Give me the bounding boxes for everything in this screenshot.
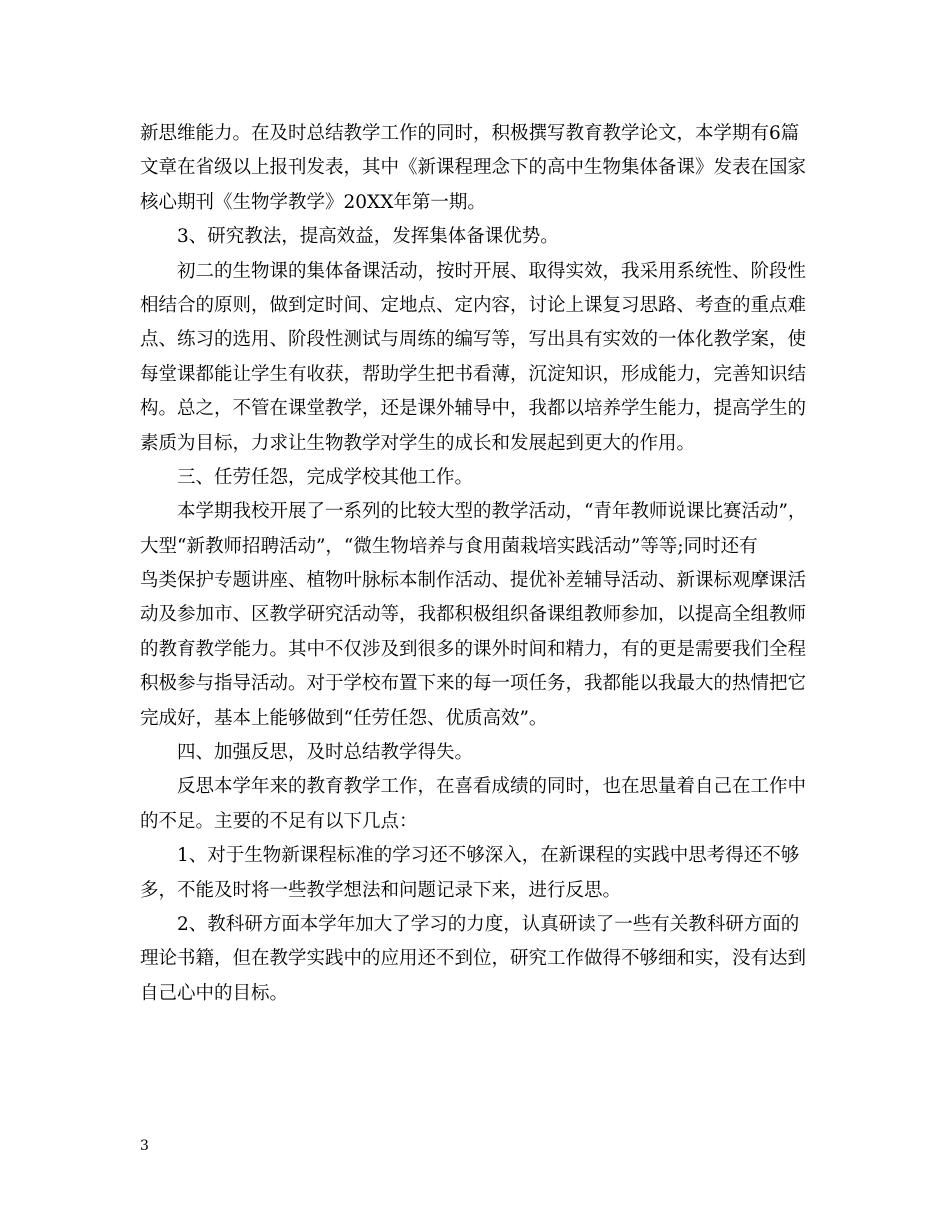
- section-heading: 3、研究教法，提高效益，发挥集体备课优势。: [177, 226, 559, 248]
- text-line: 的不足。主要的不足有以下几点：: [140, 810, 418, 832]
- paragraph-start: 初二的生物课的集体备课活动，按时开展、取得实效，我采用系统性、阶段性: [177, 260, 807, 282]
- section-heading: 四、加强反思，及时总结教学得失。: [177, 742, 474, 764]
- text-line: 自己心中的目标。: [140, 982, 289, 1004]
- text-line: 完成好，基本上能够做到“任劳任怨、优质高效”。: [140, 707, 548, 729]
- text-line: 理论书籍，但在教学实践中的应用还不到位，研究工作做得不够细和实，没有达到: [140, 948, 807, 970]
- text-line: 大型“新教师招聘活动”，“微生物培养与食用菌栽培实践活动”等等;同时还有: [140, 535, 758, 557]
- text-line: 点、练习的选用、阶段性测试与周练的编写等，写出具有实效的一体化教学案，使: [140, 329, 807, 351]
- page-number: 3: [140, 1138, 149, 1154]
- section-heading: 三、任劳任怨，完成学校其他工作。: [177, 466, 474, 488]
- text-line: 鸟类保护专题讲座、植物叶脉标本制作活动、提优补差辅导活动、新课标观摩课活: [140, 570, 807, 592]
- paragraph-start: 反思本学年来的教育教学工作，在喜看成绩的同时，也在思量着自己在工作中: [177, 776, 807, 798]
- text-line: 相结合的原则，做到定时间、定地点、定内容，讨论上课复习思路、考查的重点难: [140, 294, 807, 316]
- paragraph-start: 1、对于生物新课程标准的学习还不够深入，在新课程的实践中思考得还不够: [177, 845, 800, 867]
- paragraph-start: 2、教科研方面本学年加大了学习的力度，认真研读了一些有关教科研方面的: [177, 913, 800, 935]
- text-line: 多，不能及时将一些教学想法和问题记录下来，进行反思。: [140, 879, 622, 901]
- document-body: [140, 117, 840, 1011]
- text-line: 素质为目标，力求让生物教学对学生的成长和发展起到更大的作用。: [140, 432, 696, 454]
- text-line: 核心期刊《生物学教学》20XX年第一期。: [140, 191, 486, 213]
- text-line: 积极参与指导活动。对于学校布置下来的每一项任务，我都能以我最大的热情把它: [140, 673, 807, 695]
- text-line: 动及参加市、区教学研究活动等，我都积极组织备课组教师参加，以提高全组教师: [140, 604, 807, 626]
- text-line: 文章在省级以上报刊发表，其中《新课程理念下的高中生物集体备课》发表在国家: [140, 157, 807, 179]
- text-line: 的教育教学能力。其中不仅涉及到很多的课外时间和精力，有的更是需要我们全程: [140, 638, 807, 660]
- text-line: 每堂课都能让学生有收获，帮助学生把书看薄，沉淀知识，形成能力，完善知识结: [140, 363, 807, 385]
- text-line: 新思维能力。在及时总结教学工作的同时，积极撰写教育教学论文，本学期有6篇: [140, 123, 800, 144]
- paragraph-start: 本学期我校开展了一系列的比较大型的教学活动，“青年教师说课比赛活动”，: [177, 501, 807, 523]
- text-line: 构。总之，不管在课堂教学，还是课外辅导中，我都以培养学生能力，提高学生的: [140, 398, 807, 420]
